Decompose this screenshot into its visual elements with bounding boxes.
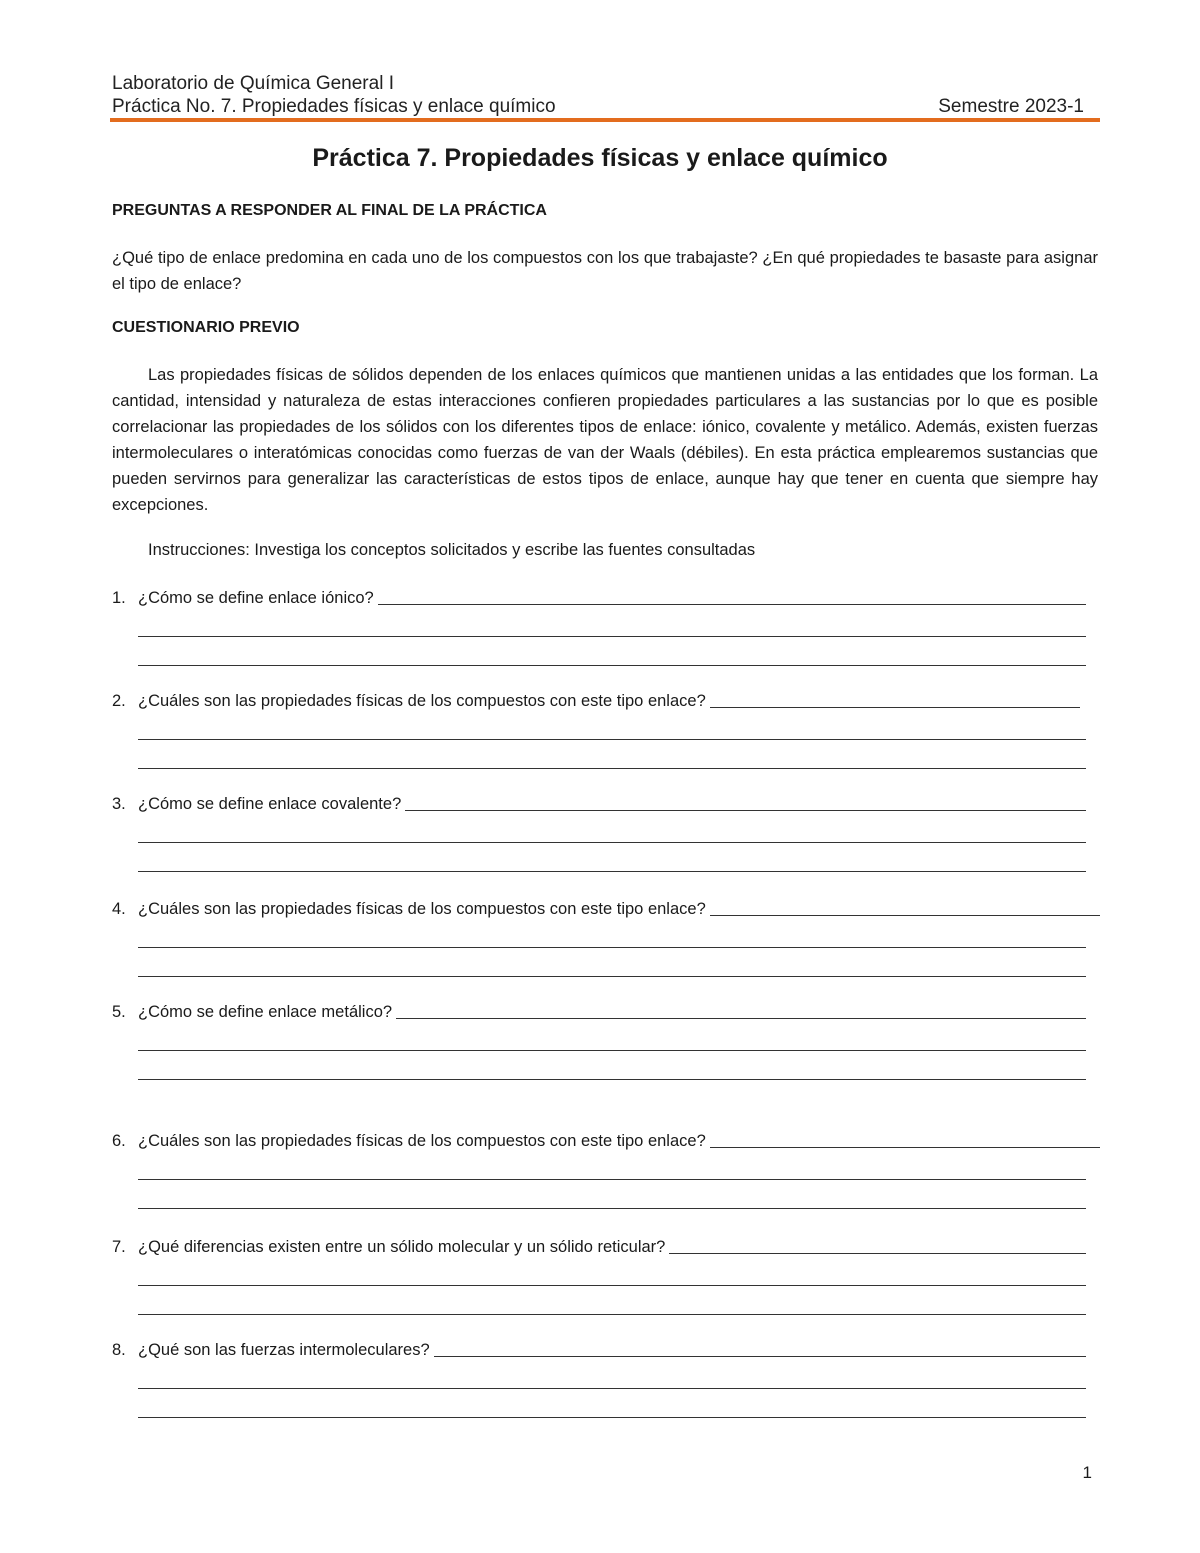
header-divider	[110, 118, 1100, 122]
header-semester: Semestre 2023-1	[938, 96, 1084, 117]
question-number: 8.	[112, 1341, 126, 1359]
answer-blank[interactable]	[669, 1235, 1086, 1254]
question-number: 2.	[112, 692, 126, 710]
answer-line[interactable]	[138, 740, 1086, 769]
answer-line[interactable]	[138, 1051, 1086, 1080]
answer-line[interactable]	[138, 1360, 1086, 1389]
answer-line[interactable]	[138, 814, 1086, 843]
answer-blank[interactable]	[434, 1338, 1086, 1357]
question-5	[112, 998, 1100, 1080]
question-3	[112, 790, 1100, 872]
question-text: ¿Cómo se define enlace iónico?	[138, 589, 374, 607]
question-number: 7.	[112, 1238, 126, 1256]
answer-line[interactable]	[138, 843, 1086, 872]
instructions-text: Instrucciones: Investiga los conceptos solicitados y escribe las fuentes consultadas	[148, 541, 756, 559]
question-text: ¿Cómo se define enlace covalente?	[138, 795, 402, 813]
answer-blank[interactable]	[710, 689, 1080, 708]
question-number: 5.	[112, 1003, 126, 1021]
question-text: ¿Qué diferencias existen entre un sólido molecular y un sólido reticular?	[138, 1238, 666, 1256]
answer-line[interactable]	[138, 608, 1086, 637]
document-title: Práctica 7. Propiedades físicas y enlace químico	[312, 144, 888, 172]
answer-line[interactable]	[138, 919, 1086, 948]
question-number: 1.	[112, 589, 126, 607]
answer-blank[interactable]	[710, 897, 1100, 916]
page-number: 1	[1082, 1463, 1092, 1482]
question-text: ¿Cuáles son las propiedades físicas de los compuestos con este tipo enlace?	[138, 900, 706, 918]
header-line-2	[112, 95, 1100, 118]
answer-line[interactable]	[138, 1257, 1086, 1286]
answer-line[interactable]	[138, 948, 1086, 977]
final-questions-text: ¿Qué tipo de enlace predomina en cada uno de los compuestos con los que trabajaste? ¿En qué propiedades te basaste para asignar el tipo de enlace?	[112, 249, 1098, 293]
question-number: 6.	[112, 1132, 126, 1150]
answer-blank[interactable]	[396, 1000, 1086, 1019]
answer-line[interactable]	[138, 1151, 1086, 1180]
section-heading-final: PREGUNTAS A RESPONDER AL FINAL DE LA PRÁCTICA	[112, 202, 547, 219]
answer-line[interactable]	[138, 711, 1086, 740]
section-heading-previo: CUESTIONARIO PREVIO	[112, 319, 300, 336]
question-text: ¿Cuáles son las propiedades físicas de los compuestos con este tipo enlace?	[138, 692, 706, 710]
question-6	[112, 1127, 1100, 1209]
question-1	[112, 584, 1100, 666]
question-text: ¿Qué son las fuerzas intermoleculares?	[138, 1341, 430, 1359]
answer-line[interactable]	[138, 1286, 1086, 1315]
answer-blank[interactable]	[378, 586, 1086, 605]
question-7	[112, 1233, 1100, 1315]
page-header	[112, 72, 1100, 118]
intro-paragraph: Las propiedades físicas de sólidos dependen de los enlaces químicos que mantienen unidas a las entidades que los forman. La cantidad, intensidad y naturaleza de estas interacciones confieren propiedades particulares a las sustancias por lo que es posible correlacionar las propiedades de los sólidos con los diferentes tipos de enlace: iónico, covalente y metálico. Además, existen fuerzas intermoleculares o interatómicas conocidas como fuerzas de van der Waals (débiles). En esta práctica emplearemos sustancias que pueden servirnos para generalizar las características de estos tipos de enlace, aunque hay que tener en cuenta que siempre hay excepciones.	[112, 366, 1098, 514]
answer-line[interactable]	[138, 637, 1086, 666]
answer-line[interactable]	[138, 1389, 1086, 1418]
answer-line[interactable]	[138, 1180, 1086, 1209]
answer-blank[interactable]	[710, 1129, 1100, 1148]
question-4	[112, 895, 1100, 977]
question-number: 3.	[112, 795, 126, 813]
question-number: 4.	[112, 900, 126, 918]
answer-line[interactable]	[138, 1022, 1086, 1051]
header-course: Laboratorio de Química General I	[112, 73, 394, 94]
question-text: ¿Cómo se define enlace metálico?	[138, 1003, 393, 1021]
header-practice: Práctica No. 7. Propiedades físicas y enlace químico	[112, 96, 556, 117]
answer-blank[interactable]	[405, 792, 1086, 811]
question-8	[112, 1336, 1100, 1418]
question-text: ¿Cuáles son las propiedades físicas de los compuestos con este tipo enlace?	[138, 1132, 706, 1150]
question-2	[112, 687, 1100, 769]
